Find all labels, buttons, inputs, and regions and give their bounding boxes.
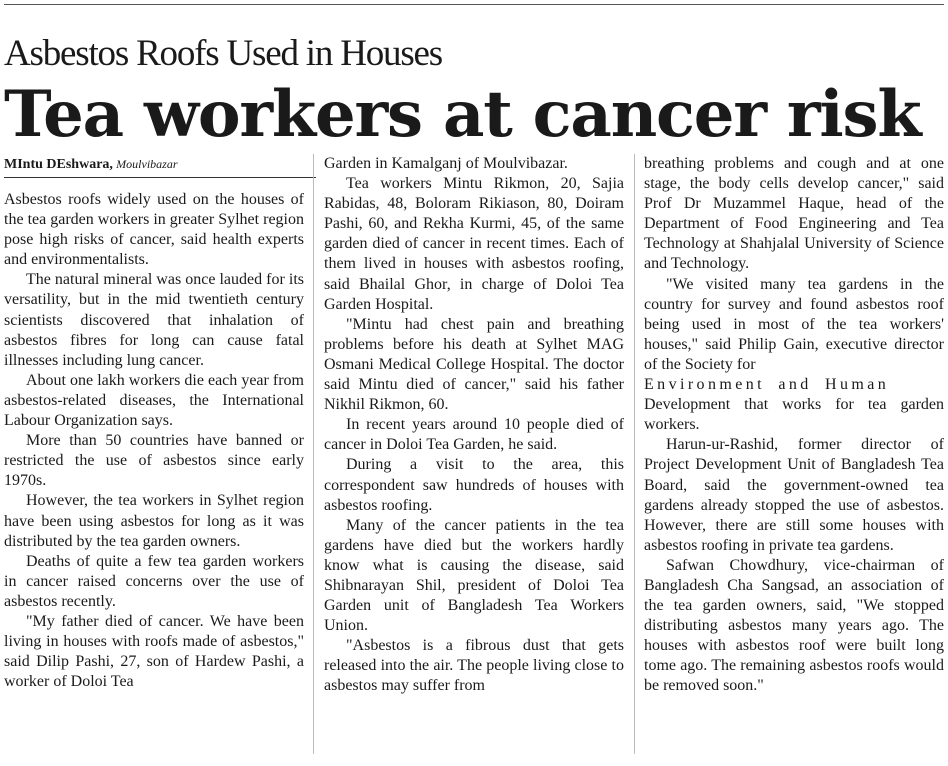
byline-place: Moulvibazar [116,157,178,171]
byline [4,155,320,174]
paragraph: Safwan Chowdhury, vice-chairman of Bangladesh Cha Sangsad, an association of the tea garden owners, said, "We stopped distributing asbestos many years ago. The houses with asbestos roof were built long tome ago. The remaining asbestos roofs would be removed soon." [644,556,944,695]
paragraph: In recent years around 10 people died of cancer in Doloi Tea Garden, he said. [324,416,624,454]
paragraph: "Mintu had chest pain and breathing problems before his death at Sylhet MAG Osmani Medical College Hospital. The doctor said Mintu died of cancer," said his father Nikhil Rikmon, 60. [324,315,624,414]
paragraph: During a visit to the area, this correspondent saw hundreds of houses with asbestos roofing. [324,456,624,514]
kicker-headline: Asbestos Roofs Used in Houses [4,33,442,74]
paragraph-line: Development that works for tea garden workers. [644,396,944,434]
paragraph: About one lakh workers die each year from asbestos-related diseases, the International Labour Organization says. [4,371,304,430]
article-column-1 [4,190,304,692]
main-headline: Tea workers at cancer risk [4,77,921,152]
byline-rule [4,177,316,178]
paragraph: Harun-ur-Rashid, former director of Project Development Unit of Bangladesh Tea Board, said the government-owned tea gardens already stopped the use of asbestos. However, there are still some houses with asbestos roofing in private tea gardens. [644,436,944,554]
article-column-2 [324,154,624,697]
top-rule [4,4,944,5]
paragraph: More than 50 countries have banned or restricted the use of asbestos since early 1970s. [4,432,304,490]
byline-author: MIntu DEshwara, [4,157,113,172]
paragraph: Tea workers Mintu Rikmon, 20, Sajia Rabidas, 48, Boloram Rikiason, 80, Doiram Pashi, 60, and Rekha Kurmi, 45, of the same garden died of cancer in recent times. Each of them lived in houses with asbestos roofing, said Bhailal Ghor, in charge of Doloi Tea Garden Hospital. [324,175,624,313]
paragraph: The natural mineral was once lauded for its versatility, but in the mid twentieth century scientists discovered that inhalation of asbestos fibres for long can cause fatal illnesses including lung cancer. [4,271,304,369]
paragraph: "We visited many tea gardens in the country for survey and found asbestos roof being used in most of the tea workers' houses," said Philip Gain, executive director of the Society for [644,275,944,373]
paragraph: breathing problems and cough and at one stage, the body cells develop cancer," said Prof Dr Muzammel Haque, head of the Department of Food Engineering and Tea Technology at Shahjalal University of Science and Technology. [644,155,944,273]
paragraph: Asbestos roofs widely used on the houses of the tea garden workers in greater Sylhet region pose high risks of cancer, said health experts and environmentalists. [4,191,304,269]
paragraph: Garden in Kamalganj of Moulvibazar. [324,155,568,172]
paragraph: However, the tea workers in Sylhet region have been using asbestos for long as it was distributed by the tea garden owners. [4,492,304,550]
paragraph-line: Environment and Human [644,376,890,394]
paragraph: "My father died of cancer. We have been living in houses with roofs made of asbestos," said Dilip Pashi, 27, son of Hardew Pashi, a worker of Doloi Tea [4,612,304,691]
article-column-3 [644,154,944,697]
paragraph: Deaths of quite a few tea garden workers in cancer raised concerns over the use of asbestos recently. [4,552,304,610]
paragraph: Many of the cancer patients in the tea gardens have died but the workers hardly know what is causing the disease, said Shibnarayan Shil, president of Doloi Tea Garden unit of Bangladesh Tea Workers Union. [324,516,624,635]
paragraph: "Asbestos is a fibrous dust that gets released into the air. The people living close to asbestos may suffer from [324,637,624,695]
column-divider [313,154,314,754]
column-divider [634,154,635,754]
